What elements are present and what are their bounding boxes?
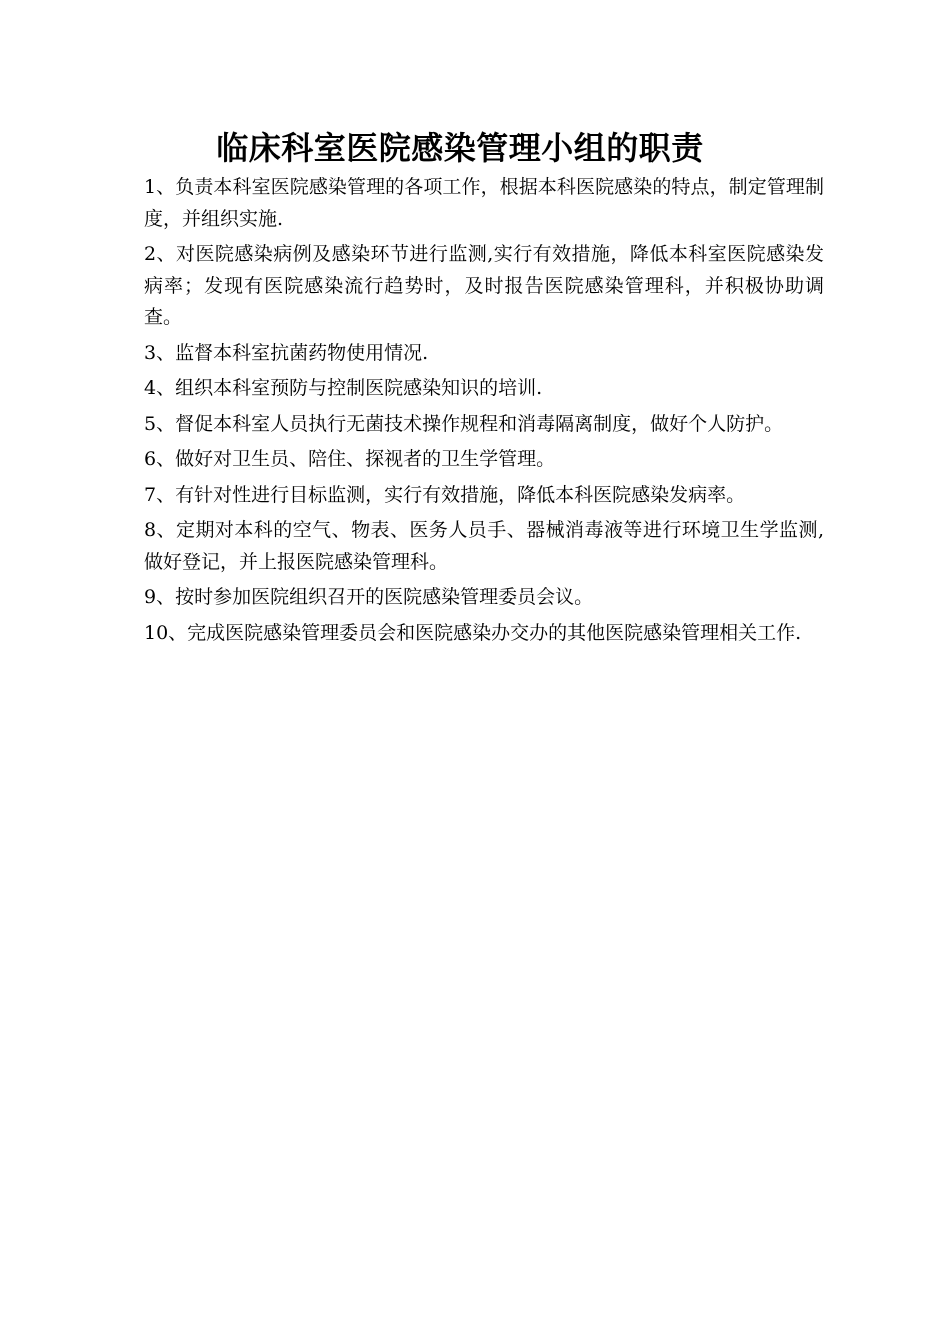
duty-item-2: 2、对医院感染病例及感染环节进行监测,实行有效措施，降低本科室医院感染发病率；发现有医院感染流行趋势时，及时报告医院感染管理科，并积极协助调查。 <box>144 243 824 328</box>
duty-item-6: 6、做好对卫生员、陪住、探视者的卫生学管理。 <box>144 448 556 470</box>
duty-item-7: 7、有针对性进行目标监测，实行有效措施，降低本科医院感染发病率。 <box>144 483 746 506</box>
duty-item-5: 5、督促本科室人员执行无菌技术操作规程和消毒隔离制度，做好个人防护。 <box>144 412 784 435</box>
duty-item-3: 3、监督本科室抗菌药物使用情况. <box>144 341 429 364</box>
duty-item-10: 10、完成医院感染管理委员会和医院感染办交办的其他医院感染管理相关工作. <box>144 621 802 644</box>
duty-item-9: 9、按时参加医院组织召开的医院感染管理委员会议。 <box>144 586 594 608</box>
document-title: 临床科室医院感染管理小组的职责 <box>216 129 704 167</box>
duty-item-1: 1、负责本科室医院感染管理的各项工作，根据本科医院感染的特点，制定管理制度，并组织实施. <box>144 176 824 230</box>
duty-item-4: 4、组织本科室预防与控制医院感染知识的培训. <box>144 377 543 399</box>
duty-item-8: 8、定期对本科的空气、物表、医务人员手、器械消毒液等进行环境卫生学监测,做好登记，并上报医院感染管理科。 <box>144 519 824 573</box>
duties-list <box>144 172 824 653</box>
